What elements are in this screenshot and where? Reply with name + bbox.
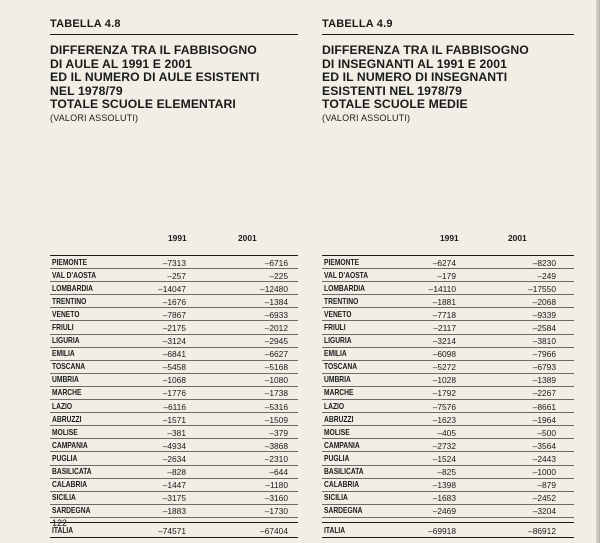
table-row	[322, 492, 574, 505]
value-1991: –1571	[162, 414, 186, 425]
table-title-line: NEL 1978/79	[50, 83, 123, 98]
region-name: VAL D'AOSTA	[52, 270, 97, 280]
table-title	[322, 44, 574, 112]
page-number: 122	[52, 518, 68, 528]
value-1991: –1623	[432, 414, 456, 425]
region-name: SICILIA	[52, 493, 76, 503]
value-2001: –225	[269, 270, 288, 281]
value-2001: –7966	[532, 349, 556, 360]
region-name: LIGURIA	[324, 336, 352, 346]
value-2001: –6793	[532, 362, 556, 373]
value-1991: –381	[167, 427, 186, 438]
value-1991: –7867	[162, 309, 186, 320]
value-2001: –379	[269, 427, 288, 438]
value-1991: –2634	[162, 453, 186, 464]
table-row	[322, 308, 574, 321]
table-row	[322, 413, 574, 426]
table-4-9-panel	[322, 18, 574, 536]
table-row	[50, 466, 298, 479]
table-title-line: DIFFERENZA TRA IL FABBISOGNO	[322, 43, 529, 57]
region-name: CALABRIA	[52, 480, 88, 490]
value-2001: –1389	[532, 375, 556, 386]
value-1991: –257	[167, 270, 186, 281]
value-2001: –1509	[264, 414, 288, 425]
value-1991: –6274	[432, 257, 456, 268]
column-header-1991: 1991	[440, 233, 459, 243]
value-1991: –1881	[432, 296, 456, 307]
column-header-2001: 2001	[508, 233, 527, 243]
value-1991: –4934	[162, 440, 186, 451]
value-1991: –3124	[162, 336, 186, 347]
value-1991: –5458	[162, 362, 186, 373]
region-name: CALABRIA	[324, 480, 360, 490]
value-1991: –825	[437, 467, 456, 477]
table-body	[50, 256, 298, 518]
value-1991: –2469	[432, 506, 456, 517]
value-1991: –6841	[162, 349, 186, 360]
total-region: ITALIA	[52, 525, 74, 535]
value-2001: –3160	[264, 493, 288, 504]
value-2001: –2452	[532, 493, 556, 504]
region-name: PUGLIA	[52, 453, 78, 463]
table-row	[322, 256, 574, 269]
table-total	[322, 522, 574, 538]
table-row	[50, 335, 298, 348]
total-row	[50, 523, 298, 538]
table-row	[322, 282, 574, 295]
table-title-line: TOTALE SCUOLE ELEMENTARI	[50, 97, 236, 111]
value-2001: –1384	[264, 296, 288, 307]
region-name: ABRUZZI	[52, 414, 82, 424]
table-row	[50, 374, 298, 387]
value-2001: –9339	[532, 309, 556, 320]
total-value-2001: –67404	[260, 525, 288, 536]
value-1991: –828	[167, 467, 186, 477]
value-2001: –2443	[532, 453, 556, 464]
region-name: VENETO	[324, 309, 352, 319]
region-name: CAMPANIA	[52, 440, 88, 450]
value-1991: –1776	[162, 388, 186, 399]
value-1991: –1683	[432, 493, 456, 504]
region-name: VAL D'AOSTA	[324, 270, 369, 280]
value-1991: –2175	[162, 322, 186, 333]
region-name: SARDEGNA	[52, 506, 91, 516]
value-2001: –2310	[264, 453, 288, 464]
value-2001: –6933	[264, 309, 288, 320]
region-name: SARDEGNA	[324, 506, 363, 516]
table-row	[322, 479, 574, 492]
value-2001: –3564	[532, 440, 556, 451]
total-value-1991: –69918	[428, 525, 456, 536]
region-name: TOSCANA	[324, 362, 358, 372]
region-name: MARCHE	[324, 388, 354, 398]
table-title-line: DIFFERENZA TRA IL FABBISOGNO	[50, 43, 257, 57]
value-1991: –6098	[432, 349, 456, 360]
region-name: PIEMONTE	[324, 257, 360, 267]
total-row	[322, 523, 574, 538]
table-title	[50, 44, 298, 112]
column-header-1991: 1991	[168, 233, 187, 243]
value-2001: –3204	[532, 506, 556, 517]
table-row	[50, 387, 298, 400]
region-name: CAMPANIA	[324, 440, 360, 450]
value-2001: –1180	[265, 480, 288, 491]
value-1991: –1398	[432, 480, 456, 491]
table-row	[50, 492, 298, 505]
table-row	[322, 295, 574, 308]
value-2001: –2068	[532, 296, 556, 307]
value-1991: –1068	[162, 375, 186, 386]
region-name: LIGURIA	[52, 336, 80, 346]
region-name: BASILICATA	[324, 467, 364, 476]
table-row	[322, 321, 574, 334]
value-1991: –14110	[428, 283, 456, 294]
region-name: TRENTINO	[324, 296, 359, 306]
total-value-2001: –86912	[528, 525, 556, 536]
value-1991: –405	[437, 427, 456, 438]
value-2001: –2012	[264, 322, 288, 333]
value-2001: –5316	[264, 401, 288, 412]
region-name: LOMBARDIA	[52, 283, 94, 293]
value-1991: –1447	[162, 480, 186, 491]
region-name: EMILIA	[52, 349, 75, 359]
table-row	[50, 452, 298, 465]
value-1991: –14047	[158, 283, 186, 294]
region-name: FRIULI	[52, 322, 74, 332]
table-row	[50, 321, 298, 334]
region-name: UMBRIA	[52, 375, 79, 385]
table-row	[50, 256, 298, 269]
table-row	[322, 439, 574, 452]
table-row	[322, 505, 574, 518]
table-row	[322, 400, 574, 413]
region-name: SICILIA	[324, 493, 348, 503]
value-2001: –249	[537, 270, 556, 281]
region-name: MARCHE	[52, 388, 82, 398]
total-value-1991: –74571	[158, 525, 186, 536]
value-2001: –2267	[532, 388, 556, 399]
region-name: MOLISE	[324, 427, 350, 437]
region-name: PIEMONTE	[52, 257, 88, 267]
table-header	[50, 231, 298, 245]
data-table	[322, 231, 574, 538]
table-row	[322, 387, 574, 400]
value-1991: –1883	[162, 506, 186, 517]
value-2001: –6716	[264, 257, 288, 268]
table-title-line: ED IL NUMERO DI INSEGNANTI	[322, 70, 508, 84]
table-title-line: TOTALE SCUOLE MEDIE	[322, 97, 468, 111]
value-2001: –1000	[532, 467, 556, 477]
value-1991: –1524	[432, 453, 456, 464]
table-row	[322, 374, 574, 387]
table-row	[322, 452, 574, 465]
table-body	[322, 256, 574, 518]
table-label: TABELLA 4.9	[322, 18, 574, 35]
value-2001: –1964	[532, 414, 556, 425]
table-row	[50, 413, 298, 426]
value-2001: –1738	[264, 388, 288, 399]
table-row	[322, 269, 574, 282]
table-title-line: ED IL NUMERO DI AULE ESISTENTI	[50, 70, 260, 84]
table-row	[50, 426, 298, 439]
value-1991: –179	[437, 270, 456, 281]
value-2001: –12480	[260, 283, 288, 294]
table-row	[50, 308, 298, 321]
table-row	[322, 348, 574, 361]
region-name: ABRUZZI	[324, 414, 354, 424]
region-name: TRENTINO	[52, 296, 87, 306]
value-2001: –2584	[532, 322, 556, 333]
table-row	[50, 400, 298, 413]
table-title-line: ESISTENTI NEL 1978/79	[322, 83, 463, 98]
table-row	[322, 361, 574, 374]
page-edge	[596, 0, 600, 543]
value-2001: –6627	[264, 349, 288, 360]
total-region: ITALIA	[324, 525, 346, 535]
region-name: LAZIO	[324, 401, 345, 411]
table-row	[50, 295, 298, 308]
value-2001: –644	[269, 467, 288, 477]
value-1991: –3175	[162, 493, 186, 504]
value-1991: –6116	[163, 401, 186, 412]
value-2001: –500	[537, 427, 556, 438]
value-2001: –3810	[532, 336, 556, 347]
value-2001: –8661	[532, 401, 556, 412]
value-1991: –1028	[432, 375, 456, 386]
table-title-line: DI INSEGNANTI AL 1991 E 2001	[322, 56, 508, 71]
value-2001: –1730	[264, 506, 288, 517]
table-header	[322, 231, 574, 245]
table-row	[50, 479, 298, 492]
table-subtitle: (VALORI ASSOLUTI)	[322, 112, 411, 123]
value-1991: –1792	[432, 388, 456, 399]
table-row	[50, 361, 298, 374]
table-label: TABELLA 4.8	[50, 18, 298, 35]
table-row	[50, 439, 298, 452]
value-2001: –1080	[264, 375, 288, 386]
table-total	[50, 522, 298, 538]
table-title-line: DI AULE AL 1991 E 2001	[50, 56, 192, 71]
value-1991: –2117	[433, 322, 456, 333]
column-header-2001: 2001	[238, 233, 257, 243]
region-name: MOLISE	[52, 427, 78, 437]
table-row	[50, 505, 298, 518]
region-name: LOMBARDIA	[324, 283, 366, 293]
table-row	[50, 269, 298, 282]
value-2001: –17550	[528, 283, 556, 294]
value-2001: –2945	[264, 336, 288, 347]
table-row	[50, 282, 298, 295]
data-table	[50, 231, 298, 538]
value-1991: –7313	[162, 257, 186, 268]
value-1991: –7718	[432, 309, 456, 320]
region-name: PUGLIA	[324, 453, 350, 463]
region-name: VENETO	[52, 309, 80, 319]
value-2001: –879	[537, 480, 556, 491]
value-2001: –5168	[264, 362, 288, 373]
value-1991: –1676	[162, 296, 186, 307]
table-row	[322, 426, 574, 439]
region-name: EMILIA	[324, 349, 347, 359]
table-subtitle: (VALORI ASSOLUTI)	[50, 112, 139, 123]
table-row	[322, 466, 574, 479]
table-row	[322, 335, 574, 348]
region-name: BASILICATA	[52, 467, 92, 476]
value-2001: –3868	[264, 440, 288, 451]
value-2001: –8230	[532, 257, 556, 268]
region-name: TOSCANA	[52, 362, 86, 372]
region-name: FRIULI	[324, 322, 346, 332]
table-row	[50, 348, 298, 361]
value-1991: –3214	[432, 336, 456, 347]
value-1991: –2732	[432, 440, 456, 451]
value-1991: –5272	[432, 362, 456, 373]
region-name: UMBRIA	[324, 375, 351, 385]
value-1991: –7576	[432, 401, 456, 412]
region-name: LAZIO	[52, 401, 73, 411]
